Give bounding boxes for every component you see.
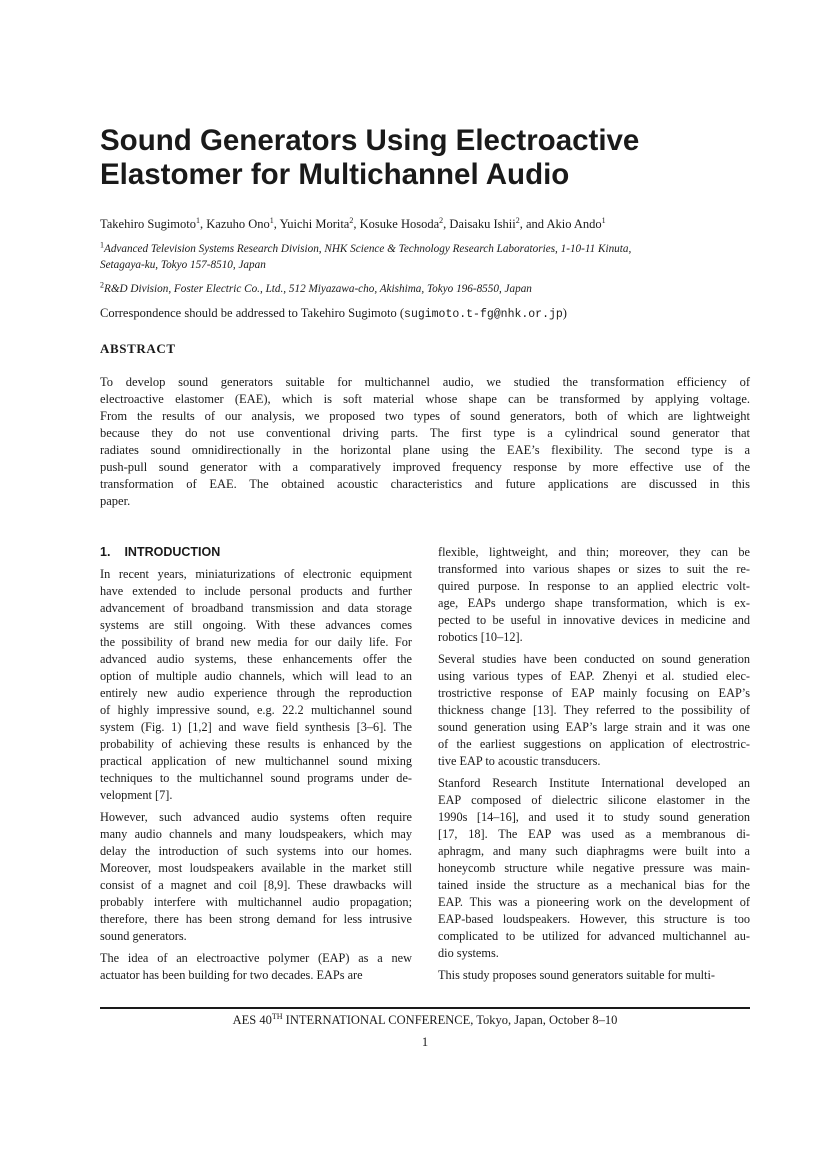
text-line: honeycomb structure while negative pressure was main- <box>438 861 750 875</box>
correspondence-close: ) <box>562 306 567 320</box>
affiliation-1 <box>100 241 750 273</box>
text-line: advancement of broadband transmission and data storage <box>100 601 412 615</box>
author-separator: , <box>443 217 450 231</box>
author-separator: , <box>273 217 280 231</box>
author-affiliation-mark: 1 <box>196 215 200 225</box>
author-separator: , <box>353 217 360 231</box>
text-line: of highly impressive sound, e.g. 22.2 multichannel sound <box>100 703 412 717</box>
title-line: Sound Generators Using Electroactive <box>100 124 640 157</box>
text-line: many audio channels and many loudspeakers, which may <box>100 827 412 841</box>
author-list <box>100 216 760 232</box>
author-name: Yuichi Morita <box>279 217 350 231</box>
text-line: Stanford Research Institute International developed an <box>438 776 750 790</box>
text-line: Several studies have been conducted on sound generation <box>438 652 750 666</box>
paragraph <box>100 950 412 984</box>
page-number: 1 <box>421 1035 429 1049</box>
author-separator: , <box>200 217 207 231</box>
text-line: using various types of EAP. Zhenyi et al. studied elec- <box>438 669 750 683</box>
affiliation-text: Advanced Television Systems Research Division, NHK Science & Technology Research Laboratories, 1-10-11 Kinuta, <box>104 243 632 255</box>
author-affiliation-mark: 2 <box>349 215 354 225</box>
title-line: Elastomer for Multichannel Audio <box>100 158 570 191</box>
paragraph <box>438 651 750 770</box>
text-line: However, such advanced audio systems often require <box>100 810 412 824</box>
author-affiliation-mark: 1 <box>601 215 606 225</box>
paragraph <box>438 775 750 962</box>
affiliation-2 <box>100 281 750 297</box>
abstract-line: electroactive elastomer (EAE), which is soft material whose shape can be transformed by applying voltage. <box>100 392 750 406</box>
text-line: consist of a magnet and coil [8,9]. These drawbacks will <box>100 878 412 892</box>
text-line: velopment [7]. <box>100 788 173 802</box>
abstract-body <box>100 374 750 510</box>
conference-footer <box>100 1012 750 1028</box>
text-line: trostrictive response of EAP mainly focusing on EAP’s <box>438 686 750 700</box>
text-line: delay the introduction of such systems into our homes. <box>100 844 412 858</box>
text-line: of the earliest suggestions on application of electrostric- <box>438 737 750 751</box>
left-column <box>100 544 412 989</box>
text-line: complicated to be utilized for advanced multichannel au- <box>438 929 750 943</box>
text-line: therefore, there has been strong demand for less intrusive <box>100 912 412 926</box>
author-name: Kazuho Ono <box>206 217 270 231</box>
text-line: option of multiple audio channels, which will lead to an <box>100 669 412 683</box>
abstract-line: transformation of EAE. The obtained acoustic characteristics and future applications are discussed in this <box>100 477 750 491</box>
affiliation-mark: 2 <box>100 280 104 290</box>
text-line: transformed into various shapes or sizes to suit the re- <box>438 562 750 576</box>
text-line: [17, 18]. The EAP was used as a membranous di- <box>438 827 750 841</box>
text-line: In recent years, miniaturizations of electronic equipment <box>100 567 412 581</box>
author-affiliation-mark: 2 <box>439 215 444 225</box>
author-affiliation-mark: 2 <box>515 215 520 225</box>
author-name: Kosuke Hosoda <box>359 217 440 231</box>
paragraph <box>100 566 412 804</box>
correspondence-text: Correspondence should be addressed to Takehiro Sugimoto ( <box>100 306 405 320</box>
author-affiliation-mark: 1 <box>269 215 274 225</box>
text-line: have extended to include personal products and further <box>100 584 412 598</box>
text-line: aphragm, and many such diaphragms were built into a <box>438 844 750 858</box>
text-line: flexible, lightweight, and thin; moreover, they can be <box>438 545 750 559</box>
abstract-line: To develop sound generators suitable for multichannel audio, we studied the transformation efficiency of <box>100 375 750 389</box>
author-separator: , and <box>519 217 547 231</box>
footer-sup: TH <box>271 1011 283 1021</box>
footer-pre: AES 40 <box>232 1013 272 1027</box>
text-line: probably interfere with multichannel audio propagation; <box>100 895 412 909</box>
left-paragraphs <box>100 566 412 984</box>
text-line: quired purpose. In response to an applied electric volt- <box>438 579 750 593</box>
right-column <box>438 544 750 989</box>
text-line: EAP composed of dielectric silicone elastomer in the <box>438 793 750 807</box>
section-heading <box>100 544 412 561</box>
abstract-line: paper. <box>100 494 131 508</box>
correspondence-email[interactable]: sugimoto.t-fg@nhk.or.jp <box>404 308 563 321</box>
section-title: INTRODUCTION <box>124 545 221 559</box>
affiliation-text: R&D Division, Foster Electric Co., Ltd., 512 Miyazawa-cho, Akishima, Tokyo 196-8550, Japan <box>104 283 532 295</box>
section-number: 1. <box>100 545 111 559</box>
text-line: entirely new audio experience through the reproduction <box>100 686 412 700</box>
text-line: robotics [10–12]. <box>438 630 523 644</box>
correspondence <box>100 305 750 323</box>
affiliation-text: Setagaya-ku, Tokyo 157-8510, Japan <box>100 259 266 271</box>
text-line: The idea of an electroactive polymer (EAP) as a new <box>100 951 412 965</box>
abstract-line: push-pull sound generator with a comparatively improved frequency response by more effective use of the <box>100 460 750 474</box>
paragraph <box>100 809 412 945</box>
text-line: age, EAPs undergo shape transformation, which is ex- <box>438 596 750 610</box>
text-line: advanced audio systems, these enhancements offer the <box>100 652 412 666</box>
text-line: dio systems. <box>438 946 499 960</box>
abstract-heading: ABSTRACT <box>100 341 176 356</box>
abstract-line: radiates sound omnidirectionally in the horizontal plane using the EAE’s flexibility. The second type is a <box>100 443 750 457</box>
text-line: This study proposes sound generators suitable for multi- <box>438 968 715 982</box>
text-line: tained inside the structure as a mechanical bias for the <box>438 878 750 892</box>
text-line: EAP-based loudspeakers. However, this structure is too <box>438 912 750 926</box>
text-line: system (Fig. 1) [1,2] and wave field synthesis [3–6]. The <box>100 720 412 734</box>
text-line: practical application of new multichannel sound mixing <box>100 754 412 768</box>
text-line: pected to be useful in innovative devices in medicine and <box>438 613 750 627</box>
paragraph <box>438 967 750 984</box>
footer-rule <box>100 1007 750 1009</box>
abstract-line: From the results of our analysis, we proposed two types of sound generators, both of which are lightweight <box>100 409 750 423</box>
author-name: Takehiro Sugimoto <box>100 217 196 231</box>
text-line: thickness change [13]. They referred to the possibility of <box>438 703 750 717</box>
right-paragraphs <box>438 544 750 984</box>
text-line: sound generators. <box>100 929 187 943</box>
text-line: sound generation using EAP’s large strain and it was one <box>438 720 750 734</box>
text-line: tive EAP to acoustic transducers. <box>438 754 601 768</box>
affiliation-mark: 1 <box>100 240 104 250</box>
text-line: probability of achieving these results is enhanced by the <box>100 737 412 751</box>
abstract-line: because they do not use conventional driving parts. The first type is a cylindrical sound generator that <box>100 426 750 440</box>
text-line: the possibility of brand new media for our daily life. For <box>100 635 412 649</box>
author-name: Akio Ando <box>546 217 602 231</box>
text-line: Moreover, most loudspeakers available in the market still <box>100 861 412 875</box>
text-line: 1990s [14–16], and used it to study sound generation <box>438 810 750 824</box>
text-line: techniques to the multichannel sound programs under de- <box>100 771 412 785</box>
paper-title <box>100 124 750 192</box>
text-line: systems are still ongoing. With these advances comes <box>100 618 412 632</box>
text-line: actuator has been building for two decades. EAPs are <box>100 968 363 982</box>
footer-post: INTERNATIONAL CONFERENCE, Tokyo, Japan, October 8–10 <box>282 1013 618 1027</box>
paragraph <box>438 544 750 646</box>
text-line: EAP. This was a pioneering work on the development of <box>438 895 750 909</box>
author-name: Daisaku Ishii <box>449 217 516 231</box>
